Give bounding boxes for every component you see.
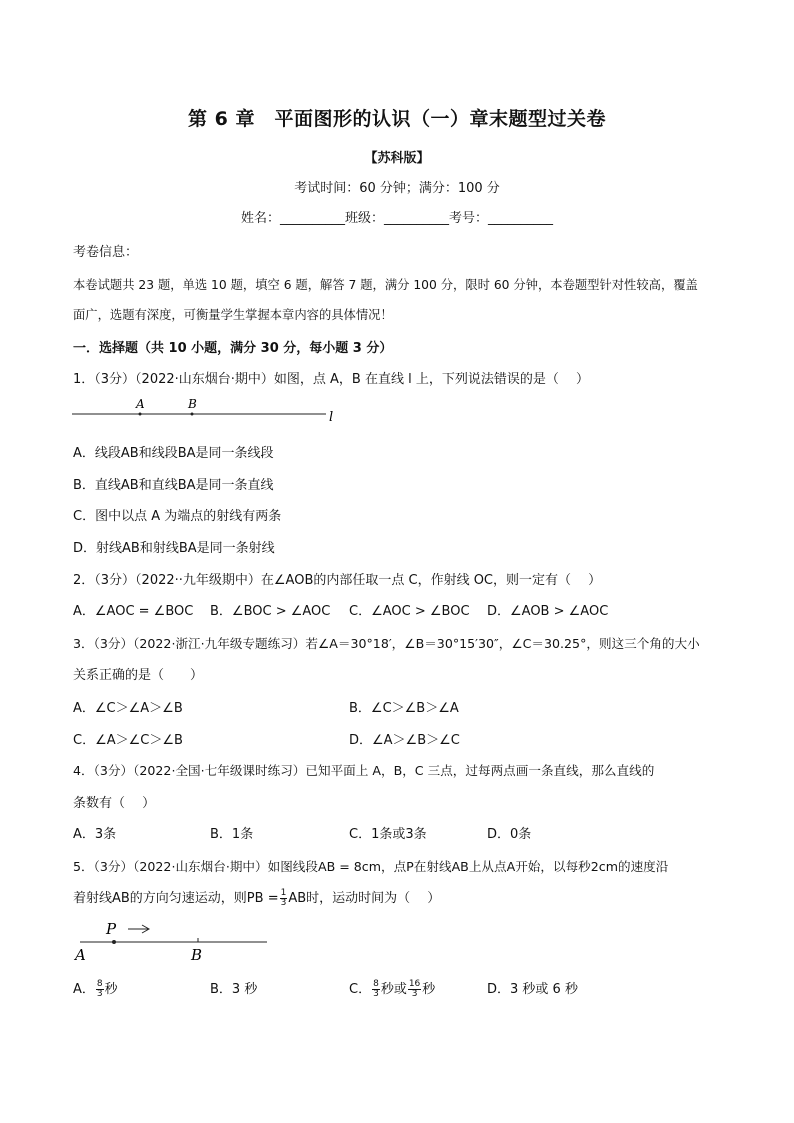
fraction-numerator: 8 <box>373 979 379 989</box>
question-4-stem-line-1: 4．（3分）（2022·全国·七年级课时练习）已知平面上 A，B，C 三点，过每两点画一条直线，那么直线的 <box>73 763 655 778</box>
info-label: 考卷信息： <box>73 245 139 260</box>
edition-label: 【苏科版】 <box>364 151 430 166</box>
question-1-figure <box>70 394 350 426</box>
point-p <box>112 940 116 944</box>
question-3-option-c: C．∠A＞∠C＞∠B <box>73 733 183 748</box>
question-5-option-b: B．3 秒 <box>210 982 258 997</box>
question-5-stem-part-b: AB时，运动时间为（ ） <box>288 891 441 906</box>
exam-time: 考试时间：60 分钟；满分：100 分 <box>294 181 500 196</box>
question-1-option-a: A．线段AB和线段BA是同一条线段 <box>73 446 274 461</box>
option-c-fraction-1 <box>372 980 380 999</box>
question-5-stem-part-a: 着射线AB的方向匀速运动，则PB = <box>73 891 279 906</box>
label-a: A <box>136 397 145 411</box>
fraction-denominator: 3 <box>373 989 379 999</box>
page-title: 第 6 章 平面图形的认识（一）章末题型过关卷 <box>188 108 606 130</box>
option-c-fraction-2 <box>408 980 421 999</box>
option-c-middle: 秒或 <box>380 982 407 997</box>
option-c-suffix: 秒 <box>422 982 436 997</box>
point-b <box>191 413 194 416</box>
label-p: P <box>106 920 117 938</box>
info-line-1: 本卷试题共 23 题，单选 10 题，填空 6 题，解答 7 题，满分 100 分，限时 60 分钟，本卷题型针对性较高，覆盖 <box>73 278 698 292</box>
question-4-option-c: C．1条或3条 <box>349 827 427 842</box>
question-4-option-a: A．3条 <box>73 827 117 842</box>
question-5-stem-line-2 <box>73 887 440 908</box>
question-5-option-c <box>349 978 435 999</box>
question-1-stem: 1．（3分）（2022·山东烟台·期中）如图，点 A，B 在直线 l 上，下列说法错误的是（ ） <box>73 372 589 387</box>
question-2-option-b: B．∠BOC > ∠AOC <box>210 604 331 619</box>
question-2-stem: 2．（3分）（2022··九年级期中）在∠AOB的内部任取一点 C，作射线 OC，则一定有（ ） <box>73 573 602 588</box>
question-5-stem-line-1: 5．（3分）（2022·山东烟台·期中）如图线段AB = 8cm，点P在射线AB上从点A开始，以每秒2cm的速度沿 <box>73 859 669 874</box>
option-a-fraction <box>96 980 104 999</box>
fraction-denominator: 3 <box>96 989 103 999</box>
question-3-stem-line-2: 关系正确的是（ ） <box>73 668 204 683</box>
question-1-option-c: C．图中以点 A 为端点的射线有两条 <box>73 509 282 524</box>
option-c-prefix: C． <box>349 982 372 997</box>
option-a-suffix: 秒 <box>104 982 118 997</box>
option-a-prefix: A． <box>73 982 95 997</box>
question-3-stem-line-1: 3．（3分）（2022·浙江·九年级专题练习）若∠A＝30°18′，∠B＝30°15′30″，∠C＝30.25°，则这三个角的大小 <box>73 636 700 651</box>
question-3-option-d: D．∠A＞∠B＞∠C <box>349 733 460 748</box>
info-line-2: 面广，选题有深度，可衡量学生掌握本章内容的具体情况！ <box>73 308 393 322</box>
fraction-numerator: 8 <box>96 979 103 989</box>
fraction-numerator: 1 <box>280 888 287 898</box>
question-3-option-b: B．∠C＞∠B＞∠A <box>349 701 459 716</box>
question-2-option-d: D．∠AOB > ∠AOC <box>487 604 609 619</box>
label-a: A <box>75 946 86 964</box>
question-4-option-b: B．1条 <box>210 827 254 842</box>
student-info-line: 姓名：__________班级：__________考号：__________ <box>240 211 553 226</box>
question-1-option-d: D．射线AB和射线BA是同一条射线 <box>73 541 275 556</box>
question-5-figure <box>70 918 280 966</box>
label-l: l <box>329 410 334 425</box>
label-b: B <box>188 397 197 411</box>
question-3-option-a: A．∠C＞∠A＞∠B <box>73 701 183 716</box>
label-b: B <box>191 946 203 964</box>
question-5-fraction <box>280 889 288 908</box>
point-a <box>139 413 142 416</box>
fraction-denominator: 3 <box>280 898 287 908</box>
section-heading: 一．选择题（共 10 小题，满分 30 分，每小题 3 分） <box>73 341 393 356</box>
question-5-option-d: D．3 秒或 6 秒 <box>487 982 578 997</box>
question-2-option-c: C．∠AOC > ∠BOC <box>349 604 470 619</box>
question-4-option-d: D．0条 <box>487 827 532 842</box>
question-2-option-a: A．∠AOC = ∠BOC <box>73 604 194 619</box>
question-5-option-a <box>73 978 118 999</box>
question-4-stem-line-2: 条数有（ ） <box>73 796 156 811</box>
fraction-denominator: 3 <box>411 989 418 999</box>
question-1-option-b: B．直线AB和直线BA是同一条直线 <box>73 478 274 493</box>
fraction-numerator: 16 <box>408 979 421 989</box>
